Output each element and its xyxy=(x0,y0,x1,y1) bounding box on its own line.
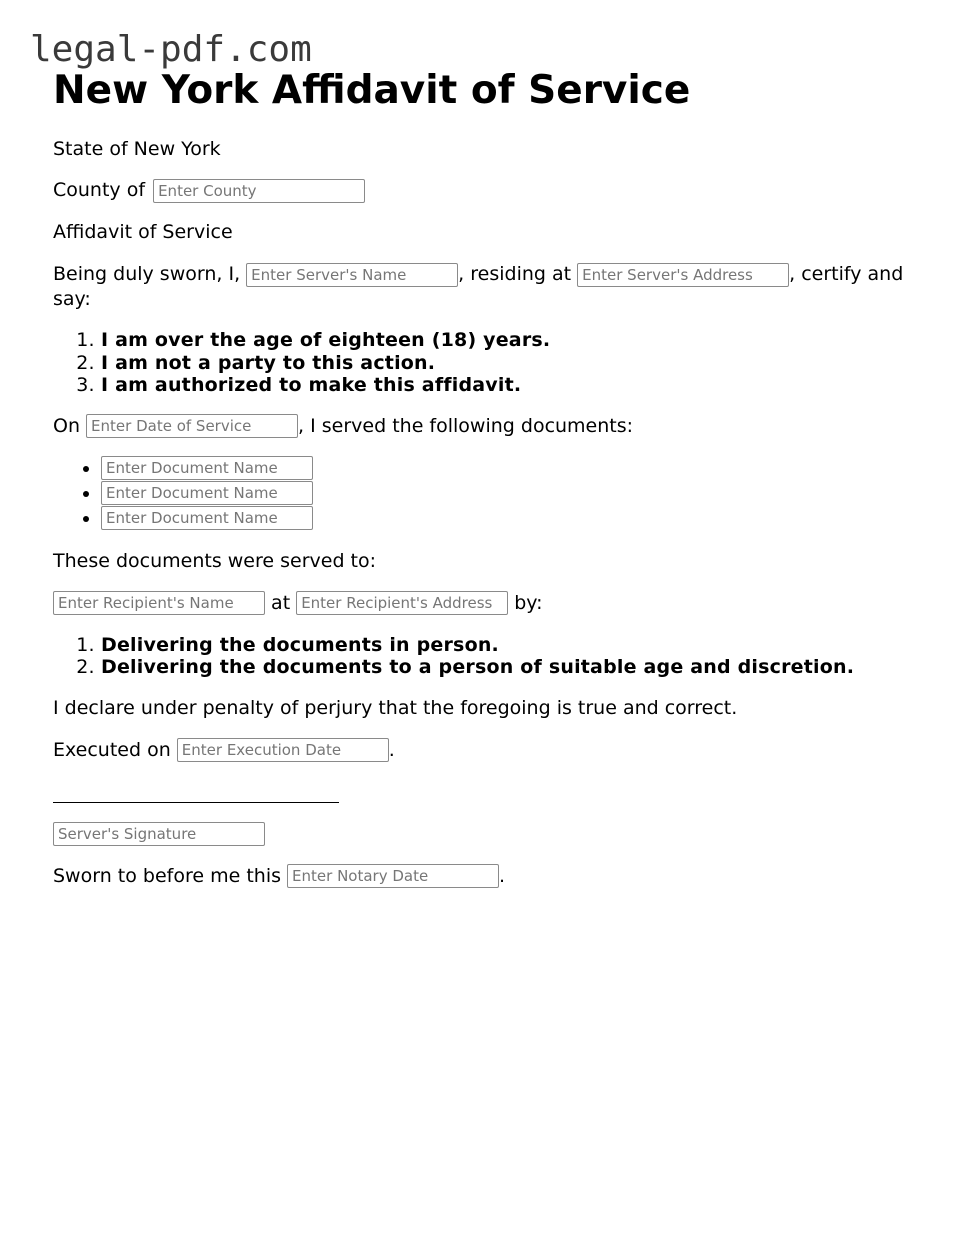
notary-suffix: . xyxy=(499,864,506,887)
notary-row xyxy=(53,864,933,889)
recipient-row xyxy=(53,591,933,616)
recipient-by: by: xyxy=(514,591,543,614)
notary-date-input[interactable] xyxy=(287,864,499,888)
documents-list xyxy=(53,456,933,531)
sworn-prefix: Being duly sworn, I, xyxy=(53,263,241,285)
recipient-address-input[interactable] xyxy=(296,591,508,615)
document-name-input[interactable] xyxy=(101,456,313,480)
document-item xyxy=(101,456,933,481)
service-date-input[interactable] xyxy=(86,414,298,438)
method-item: 1. Delivering the documents in person. xyxy=(101,634,933,657)
executed-suffix: . xyxy=(388,738,395,761)
server-address-input[interactable] xyxy=(577,263,789,287)
service-prefix: On xyxy=(53,414,80,437)
document-item xyxy=(101,481,933,506)
signature-row xyxy=(53,822,933,847)
document-name-input[interactable] xyxy=(101,506,313,530)
notary-prefix: Sworn to before me this xyxy=(53,864,281,887)
methods-list xyxy=(53,634,933,679)
method-item: 2. Delivering the documents to a person of suitable age and discretion. xyxy=(101,656,933,679)
execution-date-input[interactable] xyxy=(177,738,389,762)
watermark: legal-pdf.com xyxy=(30,29,312,70)
declaration: I declare under penalty of perjury that the foregoing is true and correct. xyxy=(53,696,738,719)
county-row xyxy=(53,178,933,203)
service-suffix: , I served the following documents: xyxy=(298,414,634,437)
affidavit-heading: Affidavit of Service xyxy=(53,221,233,243)
executed-row xyxy=(53,738,933,763)
document-name-input[interactable] xyxy=(101,481,313,505)
page-title: New York Affidavit of Service xyxy=(53,68,691,113)
affidavit-form xyxy=(53,66,933,889)
county-input[interactable] xyxy=(153,179,365,203)
executed-prefix: Executed on xyxy=(53,738,171,761)
statement-item: 2. I am not a party to this action. xyxy=(101,352,933,375)
sworn-suffix: , certify and say: xyxy=(53,263,904,310)
server-signature-input[interactable] xyxy=(53,822,265,846)
served-to-line: These documents were served to: xyxy=(53,549,377,572)
statement-item: 1. I am over the age of eighteen (18) years. xyxy=(101,329,933,352)
county-label: County of xyxy=(53,179,146,201)
sworn-statement xyxy=(53,262,913,312)
service-date-row xyxy=(53,414,933,439)
recipient-name-input[interactable] xyxy=(53,591,265,615)
sworn-middle: , residing at xyxy=(458,263,572,285)
server-name-input[interactable] xyxy=(246,263,458,287)
statements-list xyxy=(53,329,933,397)
recipient-at: at xyxy=(271,591,291,614)
signature-line xyxy=(53,802,339,803)
document-item xyxy=(101,506,933,531)
statement-item: 3. I am authorized to make this affidavit. xyxy=(101,374,933,397)
state-line: State of New York xyxy=(53,138,221,160)
